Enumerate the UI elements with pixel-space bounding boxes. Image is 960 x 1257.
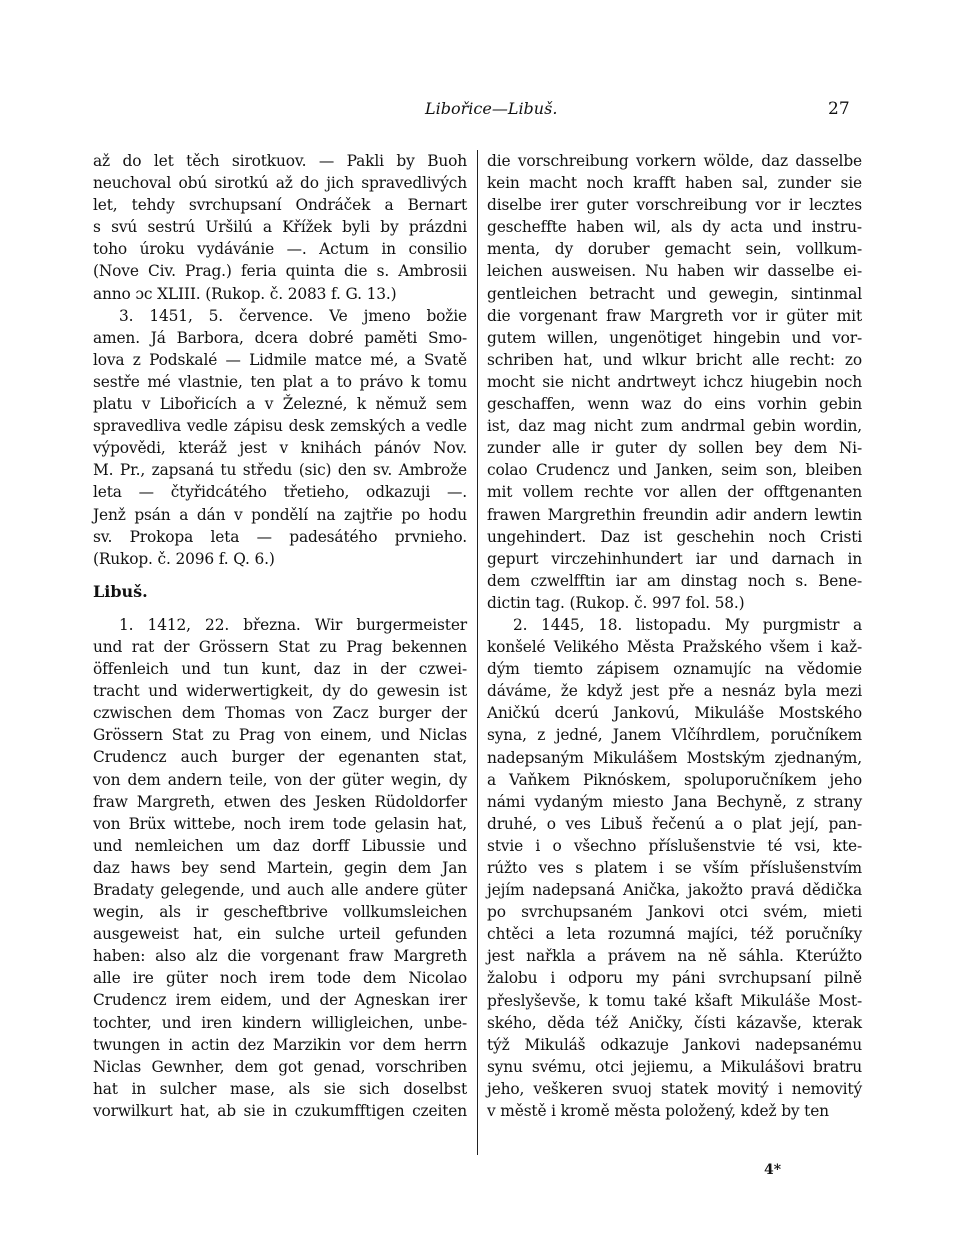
text-line: platu v Libořicích a v Železné, k němuž sem (93, 395, 467, 414)
text-line: 3. 1451, 5. července. Ve jmeno božie (119, 306, 467, 325)
text-line: až do let těch sirotkuov. — Pakli by Buoh (93, 152, 467, 170)
text-line: 2. 1445, 18. listopadu. My purgmistr a (513, 615, 862, 634)
text-line: gentleichen betracht und gewegin, sintinmal (487, 284, 862, 303)
text-line: gepurt virczehinhundert iar und darnach in (487, 549, 862, 568)
text-line: anno ɔc XLIII. (Rukop. č. 2083 f. G. 13.) (93, 284, 397, 303)
text-line: dictin tag. (Rukop. č. 997 fol. 58.) (487, 593, 745, 612)
left-column-text-a (93, 150, 467, 570)
text-line: haben: also alz die vorgenant fraw Margreth (93, 947, 467, 966)
text-line: leichen ausweisen. Nu haben wir dasselbe ei- (487, 262, 862, 281)
text-line: přeslyševše, k tomu také kšaft Mikuláše Most- (487, 991, 862, 1010)
text-line: Crudencz auch burger der egenanten stat, (93, 748, 467, 767)
text-line: ungehindert. Daz ist geschehin noch Cristi (487, 527, 862, 546)
page-number: 27 (828, 99, 850, 119)
text-line: syna, z jedné, Janem Vlčíhrdlem, poručníkem (487, 726, 862, 745)
text-line: Crudencz irem eidem, und der Agneskan irer (93, 991, 467, 1010)
text-line: tracht und widerwertigkeit, dy do gewesin ist (93, 682, 467, 701)
text-line: gutem willen, ungenötiget hingebin und vor- (487, 328, 862, 347)
text-line: wegin, als ir gescheftbrive vollkumsleichen (93, 903, 467, 922)
section-heading: Libuš. (93, 581, 148, 601)
text-line: frawen Margrethin freundin adir andern lewtin (487, 505, 862, 524)
text-line: und nemleichen um daz dorff Libussie und (93, 836, 467, 855)
text-line: M. Pr., zapsaná tu středu (sic) den sv. Ambrože (93, 461, 467, 480)
text-line: dem czwelfftin iar am dinstag noch s. Bene- (487, 571, 862, 590)
text-line: diselbe irer guter vorschreibung vor ir lecztes (487, 196, 862, 215)
text-line: mocht sie nicht andrtweyt ichcz hiugebin noch (487, 372, 862, 391)
text-line: žalobu i odporu my páni svrchupsaní pilně (487, 969, 862, 988)
text-line: die vorschreibung vorkern wölde, daz dasselbe (487, 152, 862, 170)
text-line: v městě i kromě města položený, kdež by ten (487, 1102, 829, 1121)
text-line: 1. 1412, 22. března. Wir burgermeister (119, 615, 467, 634)
left-column (93, 150, 467, 1122)
text-line: geschaffen, wenn waz do eins vorhin gebin (487, 395, 862, 414)
text-line: stvie i o všechno příslušenstvie té vsi, kte- (487, 836, 862, 855)
right-column (487, 150, 862, 1122)
text-line: von Brüx wittebe, noch irem tode gelasin hat, (93, 814, 467, 833)
text-line: rúžto ves s platem i se vším příslušenstvím (487, 859, 862, 877)
text-line: (Rukop. č. 2096 f. Q. 6.) (93, 549, 275, 568)
text-line: synu svému, otci jejiemu, a Mikulášovi bratru (487, 1057, 862, 1076)
text-line: po svrchupsaném Jankovi otci svém, mieti (487, 903, 862, 922)
text-line: jest nařkla a právem na ně sáhla. Kterúžto (487, 947, 862, 966)
text-line: jejím nadepsaná Anička, jakožto pravá dědička (487, 881, 862, 900)
text-line: von dem andern teile, von der güter wegin, dy (93, 770, 467, 789)
text-line: alle ire güter noch irem tode dem Nicolao (93, 969, 467, 988)
text-line: vorwilkurt hat, ab sie in czukumfftigen czeiten (93, 1101, 467, 1120)
text-line: neuchoval obú sirotkú až do jich spravedlivých (93, 174, 467, 193)
text-line: Jenž psán a dán v pondělí na zajtřie po hodu (93, 505, 467, 524)
text-line: die vorgenant fraw Margreth vor ir güter mit (487, 306, 862, 325)
text-line: chtěci a leta rozumná majíci, též poručníky (487, 925, 862, 944)
text-line: dým tiemto zápisem oznamujíc na vědomie (487, 660, 862, 679)
text-line: ist, daz mag nicht zum andrmal gebin wordin, (487, 417, 862, 436)
text-line: kein macht noch krafft haben sal, zunder sie (487, 174, 862, 193)
text-line: sv. Prokopa leta — padesátého prvnieho. (93, 527, 467, 546)
text-line: ského, děda též Aničky, čísti kázavše, kterak (487, 1013, 862, 1032)
text-line: druhé, o ves Libuš řečenú a o plat její, pan- (487, 814, 862, 833)
text-line: schriben hat, und wlkur bricht alle recht: zo (487, 350, 862, 369)
text-line: Grössern Stat zu Prag von einem, und Niclas (93, 726, 467, 745)
signature-mark: 4* (764, 1162, 782, 1178)
text-line: let, tehdy svrchupsaní Ondráček a Bernart (93, 196, 467, 215)
text-line: spravedliva vedle zápisu desk zemských a vedle (93, 417, 467, 436)
text-line: und rat der Grössern Stat zu Prag bekennen (93, 637, 467, 656)
text-line: twungen in actin dez Marzikin vor dem herrn (93, 1035, 467, 1054)
text-line: Bradaty gelegende, und auch alle andere güter (93, 881, 467, 899)
text-line: námi vydaným miesto Jana Bechyně, z strany (487, 792, 862, 811)
text-line: toho úroku vydávánie —. Actum in consilio (93, 240, 467, 259)
text-line: amen. Já Barbora, dcera dobré paměti Smo- (93, 328, 467, 347)
text-line: hat in sulcher mase, als sie sich doselbst (93, 1079, 467, 1098)
text-line: daz haws bey send Martein, gegin dem Jan (93, 858, 467, 877)
text-line: colao Crudencz und Janken, seim son, bleiben (487, 461, 862, 480)
text-line: (Nove Civ. Prag.) feria quinta die s. Ambrosii (93, 262, 467, 281)
text-line: výpovědi, kteráž jest v knihách pánóv Nov. (93, 439, 467, 458)
text-line: Aničkú dcerú Jankovú, Mikuláše Mostského (487, 704, 862, 723)
text-line: menta, dy doruber gemacht sein, vollkum- (487, 240, 862, 259)
text-line: konšelé Velikého Města Pražského všem i kaž- (487, 638, 862, 657)
text-line: fraw Margreth, etwen des Jesken Rüdoldorfer (93, 792, 467, 811)
text-line: jeho, veškeren svuoj statek movitý i nemovitý (487, 1079, 862, 1098)
text-line: s svú sestrú Uršilú a Křížek byli by prázdni (93, 218, 467, 237)
text-line: a Vaňkem Piknóskem, spoluporučníkem jeho (487, 770, 862, 789)
text-line: leta — čtyřidcátého třetieho, odkazuji —. (93, 483, 467, 502)
text-line: Niclas Gewnher, dem got genad, vorschriben (93, 1057, 467, 1076)
left-column-text-b (93, 614, 467, 1122)
text-line: czwischen dem Thomas von Zacz burger der (93, 704, 467, 723)
text-line: tochter, und iren kindern willigleichen, unbe- (93, 1013, 467, 1032)
text-line: sestře mé vlastnie, ten plat a to právo k tomu (93, 372, 467, 391)
text-line: ausgeweist hat, ein sulche urteil gefunden (93, 925, 467, 944)
text-line: nadepsaným Mikulášem Mostským zjednaným, (487, 748, 862, 767)
text-line: týž Mikuláš odkazuje Jankovi nadepsanému (487, 1035, 862, 1054)
text-line: öffenleich und tun kunt, daz in der czwei- (93, 660, 467, 679)
text-line: dáváme, že když jest pře a nesnáz byla mezi (487, 682, 862, 701)
running-head: Libořice—Libuš. (425, 99, 558, 118)
text-line: zunder alle ir guter dy sollen bey dem Ni- (487, 439, 862, 458)
column-divider (477, 150, 478, 1155)
text-line: gescheffte haben wil, als dy acta und instru- (487, 218, 862, 237)
text-line: lova z Podskalé — Lidmile matce mé, a Svatě (93, 350, 467, 369)
text-line: mit vollem rechte vor allen der offtgenanten (487, 483, 862, 502)
